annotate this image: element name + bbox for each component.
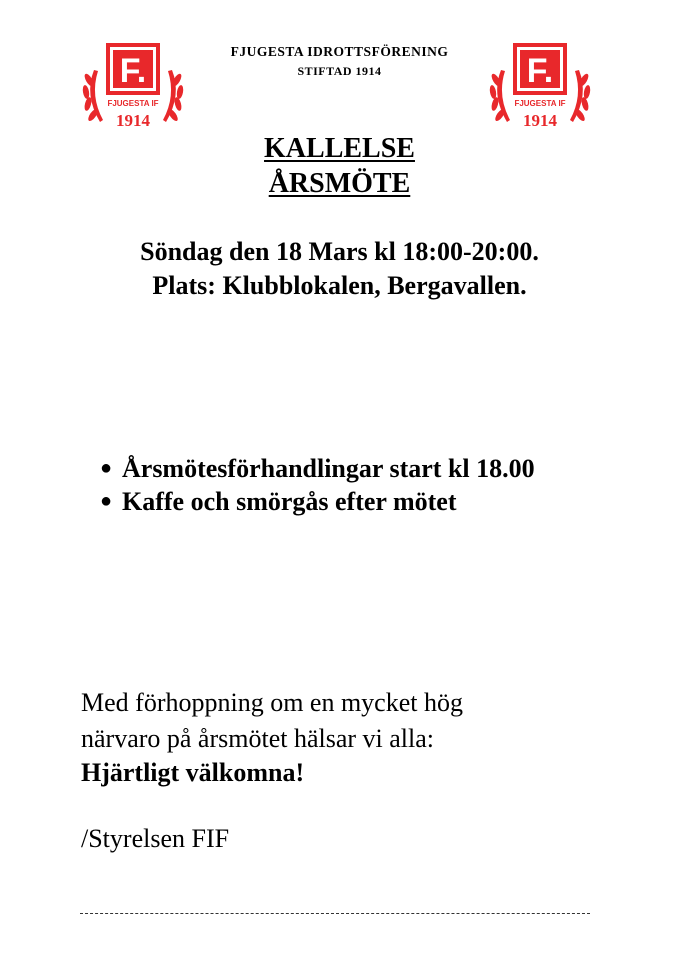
agenda-item <box>100 452 535 485</box>
bullet-icon: ● <box>100 490 113 512</box>
agenda-list <box>100 452 535 518</box>
meeting-place: Plats: Klubblokalen, Bergavallen. <box>152 271 527 300</box>
bullet-icon: ● <box>100 457 113 479</box>
logo-letter: F. <box>526 52 554 90</box>
agenda-item-text: Kaffe och smörgås efter mötet <box>122 487 457 516</box>
logo-year: 1914 <box>523 111 557 130</box>
closing-line-2: närvaro på årsmötet hälsar vi alla: <box>81 724 435 753</box>
club-founded: STIFTAD 1914 <box>297 64 382 78</box>
welcome-text: Hjärtligt välkomna! <box>81 758 305 787</box>
logo-year: 1914 <box>116 111 150 130</box>
meeting-time: Söndag den 18 Mars kl 18:00-20:00. <box>140 237 539 266</box>
logo-ribbon-text: FJUGESTA IF <box>514 99 566 108</box>
dashed-divider <box>80 913 590 914</box>
document-title <box>0 133 679 165</box>
logo-letter: F. <box>119 52 147 90</box>
agenda-item <box>100 485 535 518</box>
title-line-2: ÅRSMÖTE <box>268 168 411 199</box>
club-name: FJUGESTA IDROTTSFÖRENING <box>230 44 449 59</box>
document-subtitle <box>0 168 679 200</box>
logo-ribbon-text: FJUGESTA IF <box>107 99 159 108</box>
signature: /Styrelsen FIF <box>81 824 230 853</box>
closing-line-1: Med förhoppning om en mycket hög <box>81 688 463 717</box>
title-line-1: KALLELSE <box>264 133 415 164</box>
agenda-item-text: Årsmötesförhandlingar start kl 18.00 <box>122 454 535 483</box>
